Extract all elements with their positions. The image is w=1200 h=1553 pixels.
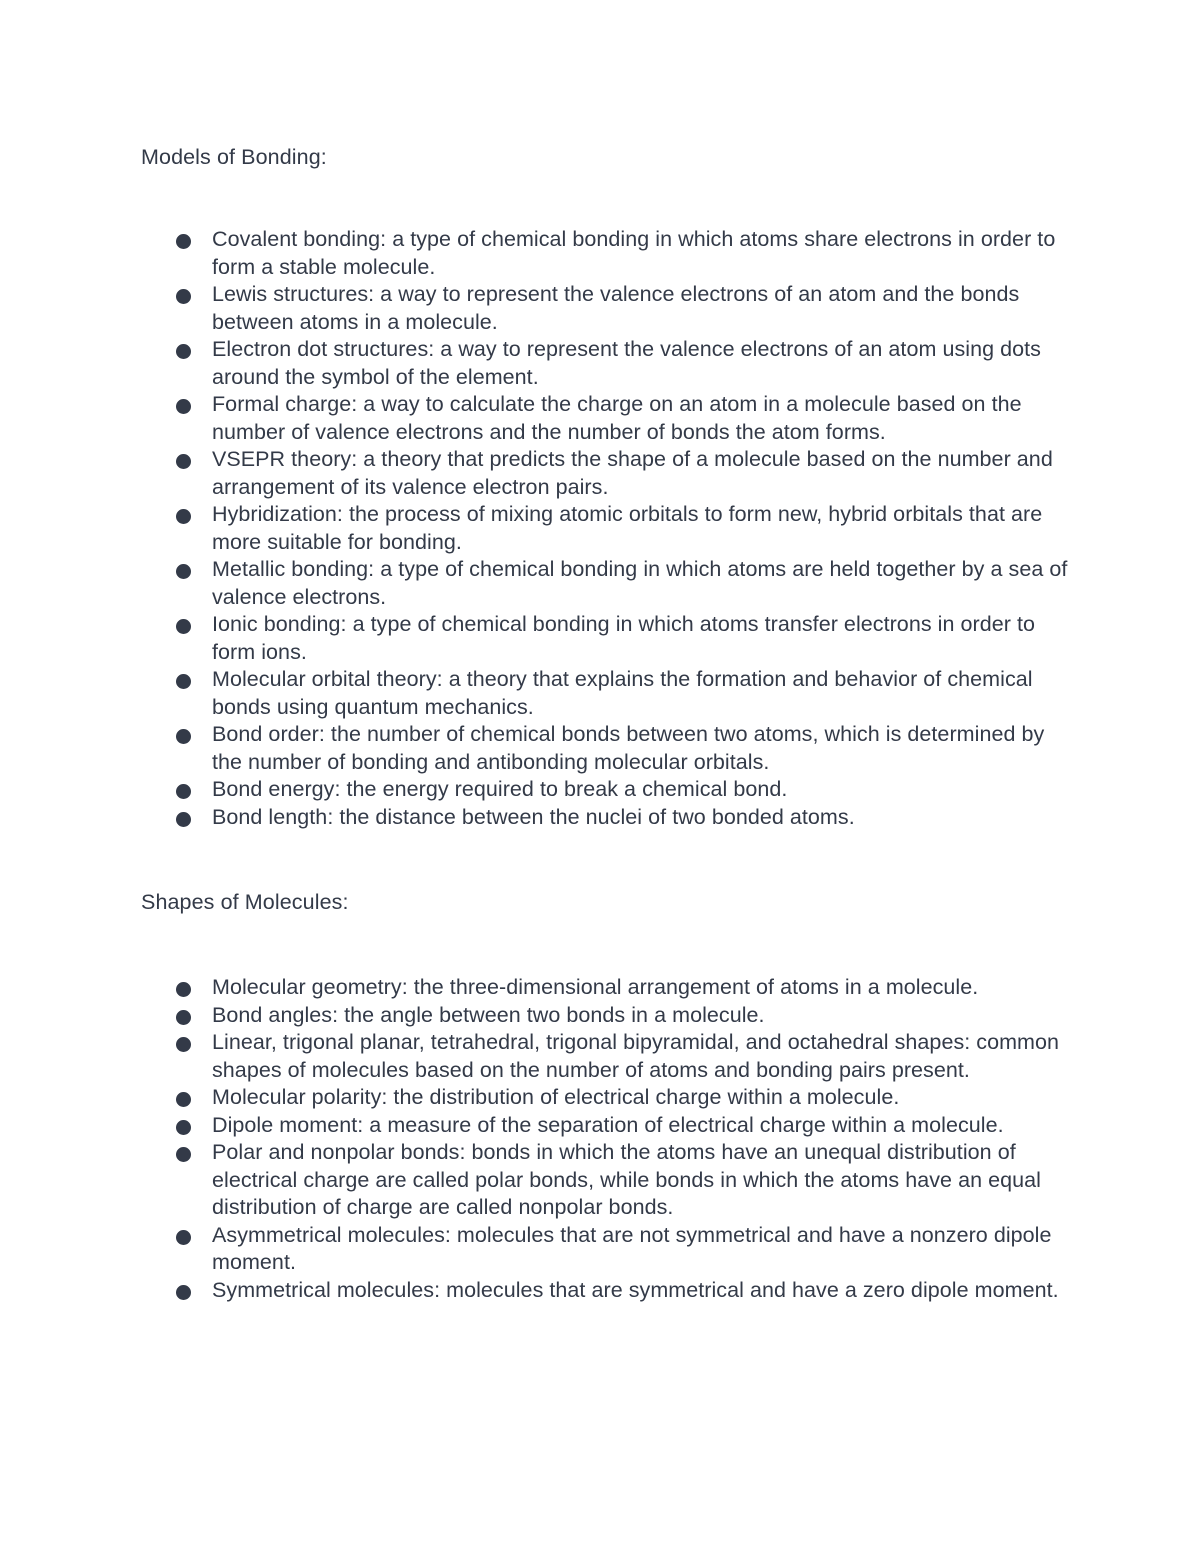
list-item — [0, 1222, 1200, 1277]
list-item-text: Bond order: the number of chemical bonds between two atoms, which is determined by the number of bonding and antibonding molecular orbitals. — [212, 722, 1045, 774]
list-item-text: Covalent bonding: a type of chemical bonding in which atoms share electrons in order to form a stable molecule. — [212, 227, 1056, 279]
bullet-dot-icon — [176, 509, 191, 524]
list-item — [0, 391, 1200, 446]
bullet-dot-icon — [176, 564, 191, 579]
list-item-text: Molecular polarity: the distribution of electrical charge within a molecule. — [212, 1085, 900, 1109]
list-item-text: Molecular orbital theory: a theory that explains the formation and behavior of chemical bonds using quantum mechanics. — [212, 667, 1033, 719]
bullet-dot-icon — [176, 982, 191, 997]
list-item-text: Hybridization: the process of mixing atomic orbitals to form new, hybrid orbitals that are more suitable for bonding. — [212, 502, 1043, 554]
list-item — [0, 556, 1200, 611]
list-item — [0, 974, 1200, 1002]
list-item — [0, 1112, 1200, 1140]
bullet-dot-icon — [176, 399, 191, 414]
bullet-list-shapes-of-molecules — [0, 974, 1200, 1304]
list-item-text: Molecular geometry: the three-dimensional arrangement of atoms in a molecule. — [212, 975, 979, 999]
list-item — [0, 336, 1200, 391]
list-item — [0, 1002, 1200, 1030]
bullet-dot-icon — [176, 1010, 191, 1025]
list-item-text: Polar and nonpolar bonds: bonds in which the atoms have an unequal distribution of electrical charge are called polar bonds, while bonds in which the atoms have an equal distribution of charge are called nonpolar bonds. — [212, 1140, 1041, 1219]
bullet-dot-icon — [176, 454, 191, 469]
list-item — [0, 1139, 1200, 1222]
list-item — [0, 1277, 1200, 1305]
bullet-dot-icon — [176, 812, 191, 827]
bullet-dot-icon — [176, 234, 191, 249]
list-item-text: Dipole moment: a measure of the separation of electrical charge within a molecule. — [212, 1112, 1004, 1137]
bullet-dot-icon — [176, 344, 191, 359]
list-item-text: Bond length: the distance between the nuclei of two bonded atoms. — [212, 804, 855, 829]
list-item — [0, 804, 1200, 832]
list-item-text: Linear, trigonal planar, tetrahedral, trigonal bipyramidal, and octahedral shapes: common shapes of molecules based on the number of atoms and bonding pairs present. — [212, 1030, 1060, 1082]
list-item-text: Lewis structures: a way to represent the valence electrons of an atom and the bonds between atoms in a molecule. — [212, 282, 1020, 334]
section-heading-shapes-of-molecules: Shapes of Molecules: — [141, 890, 349, 914]
list-item-text: Symmetrical molecules: molecules that are symmetrical and have a zero dipole moment. — [212, 1277, 1059, 1302]
list-item-text: Bond energy: the energy required to break a chemical bond. — [212, 777, 788, 801]
list-item-text: Ionic bonding: a type of chemical bonding in which atoms transfer electrons in order to form ions. — [212, 612, 1035, 664]
list-item-text: Formal charge: a way to calculate the charge on an atom in a molecule based on the number of valence electrons and the number of bonds the atom forms. — [212, 392, 1022, 444]
section-heading-models-of-bonding: Models of Bonding: — [141, 145, 327, 169]
bullet-dot-icon — [176, 619, 191, 634]
list-item-text: VSEPR theory: a theory that predicts the shape of a molecule based on the number and arrangement of its valence electron pairs. — [212, 447, 1053, 499]
bullet-list-models-of-bonding — [0, 226, 1200, 831]
list-item — [0, 446, 1200, 501]
list-item — [0, 666, 1200, 721]
list-item — [0, 226, 1200, 281]
bullet-dot-icon — [176, 1147, 191, 1162]
bullet-dot-icon — [176, 674, 191, 689]
list-item-text: Electron dot structures: a way to represent the valence electrons of an atom using dots around the symbol of the element. — [212, 337, 1041, 389]
list-item — [0, 721, 1200, 776]
bullet-dot-icon — [176, 729, 191, 744]
bullet-dot-icon — [176, 1037, 191, 1052]
list-item-text: Asymmetrical molecules: molecules that are not symmetrical and have a nonzero dipole moment. — [212, 1222, 1052, 1274]
list-item — [0, 776, 1200, 804]
list-item-text: Bond angles: the angle between two bonds in a molecule. — [212, 1002, 765, 1027]
list-item — [0, 1029, 1200, 1084]
list-item-text: Metallic bonding: a type of chemical bonding in which atoms are held together by a sea of valence electrons. — [212, 557, 1068, 609]
list-item — [0, 1084, 1200, 1112]
bullet-dot-icon — [176, 1230, 191, 1245]
list-item — [0, 501, 1200, 556]
list-item — [0, 611, 1200, 666]
list-item — [0, 281, 1200, 336]
bullet-dot-icon — [176, 289, 191, 304]
bullet-dot-icon — [176, 1285, 191, 1300]
bullet-dot-icon — [176, 1120, 191, 1135]
bullet-dot-icon — [176, 784, 191, 799]
bullet-dot-icon — [176, 1092, 191, 1107]
